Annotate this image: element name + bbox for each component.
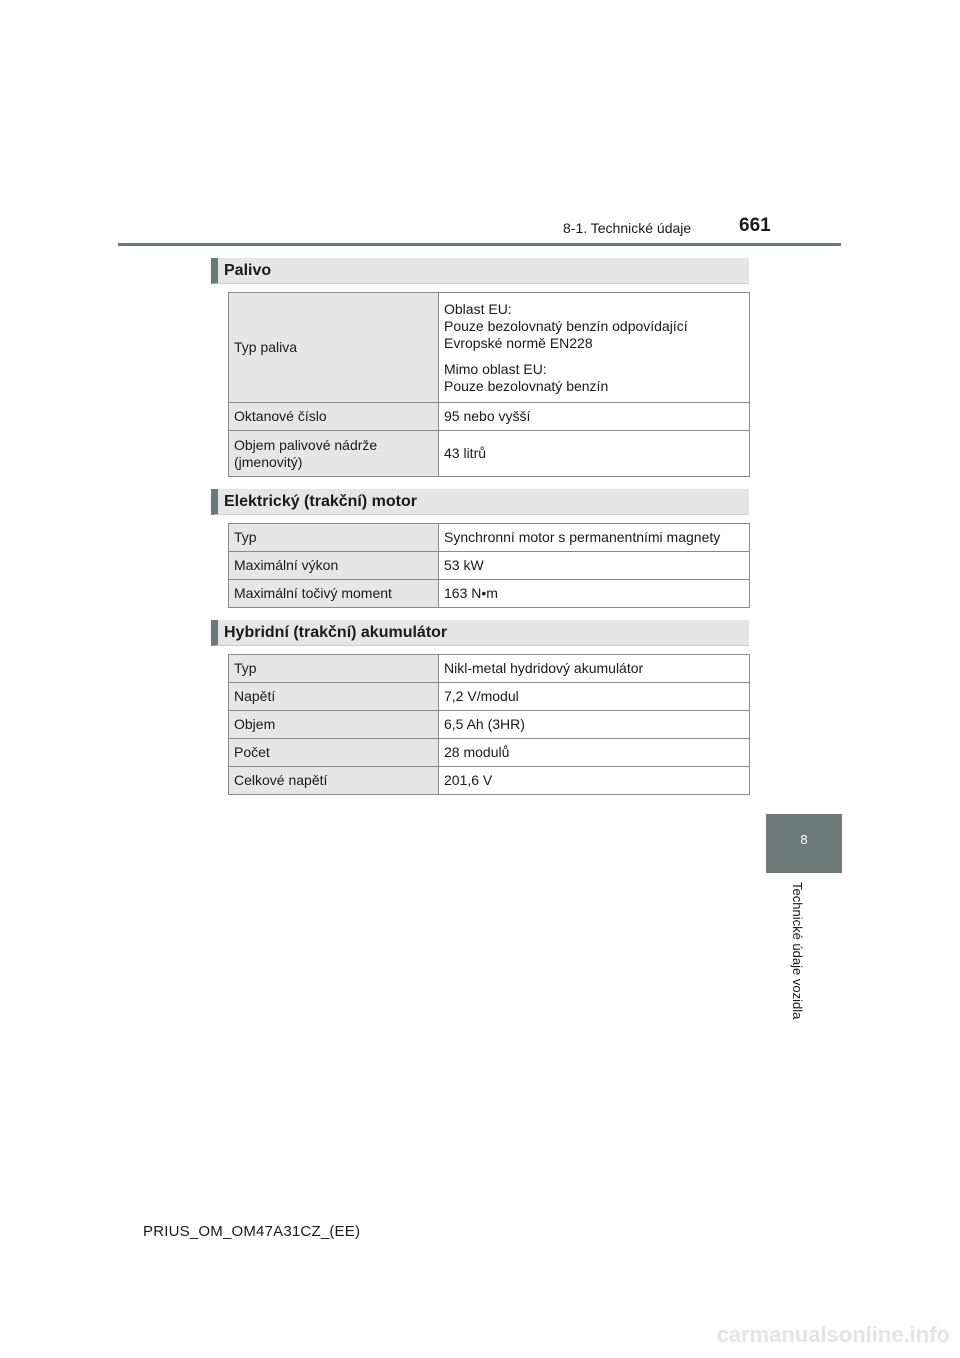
section-heading-battery xyxy=(211,620,749,646)
spec-value-line: Mimo oblast EU: xyxy=(444,360,547,377)
spec-key: Napětí xyxy=(229,683,439,711)
spec-key-line: Objem palivové nádrže xyxy=(234,436,378,453)
spec-value-line: Pouze bezolovnatý benzín odpovídající xyxy=(444,317,688,334)
spec-value: 201,6 V xyxy=(439,767,750,795)
spec-value: Synchronní motor s permanentními magnety xyxy=(439,524,750,552)
spec-value-line: Pouze bezolovnatý benzín xyxy=(444,377,609,394)
spec-value-line: Evropské normě EN228 xyxy=(444,334,593,351)
spec-key: Počet xyxy=(229,739,439,767)
spec-key: Objem xyxy=(229,711,439,739)
section-title: Palivo xyxy=(224,262,272,279)
spec-value: 43 litrů xyxy=(439,431,750,477)
section-heading-fuel xyxy=(211,258,749,284)
document-code: PRIUS_OM_OM47A31CZ_(EE) xyxy=(143,1223,361,1240)
spec-value: 6,5 Ah (3HR) xyxy=(439,711,750,739)
spec-value: 7,2 V/modul xyxy=(439,683,750,711)
header-section-title: 8-1. Technické údaje xyxy=(563,220,692,236)
section-heading-motor xyxy=(211,489,749,515)
page-number: 661 xyxy=(739,215,771,236)
chapter-number: 8 xyxy=(800,832,808,847)
spec-value: 163 N•m xyxy=(439,580,750,608)
table-row xyxy=(229,580,750,608)
table-row xyxy=(229,293,750,403)
spec-key: Maximální výkon xyxy=(229,552,439,580)
table-row xyxy=(229,683,750,711)
spec-value: 95 nebo vyšší xyxy=(439,403,750,431)
spec-value-line: Oblast EU: xyxy=(444,300,512,317)
chapter-tab xyxy=(766,814,842,873)
motor-spec-table xyxy=(228,523,750,608)
table-row xyxy=(229,431,750,477)
spec-value: 28 modulů xyxy=(439,739,750,767)
spec-key xyxy=(229,431,439,477)
spec-key: Typ paliva xyxy=(229,293,439,403)
spec-key: Oktanové číslo xyxy=(229,403,439,431)
table-row xyxy=(229,655,750,683)
table-row xyxy=(229,711,750,739)
spec-value xyxy=(439,293,750,403)
section-title: Elektrický (trakční) motor xyxy=(224,493,417,510)
spec-key: Maximální točivý moment xyxy=(229,580,439,608)
section-title: Hybridní (trakční) akumulátor xyxy=(224,624,448,641)
spec-key-line: (jmenovitý) xyxy=(234,453,303,470)
fuel-spec-table xyxy=(228,292,750,477)
spec-value: Nikl-metal hydridový akumulátor xyxy=(439,655,750,683)
spec-value: 53 kW xyxy=(439,552,750,580)
table-row xyxy=(229,403,750,431)
chapter-label: Technické údaje vozidla xyxy=(790,882,805,1020)
battery-spec-table xyxy=(228,654,750,795)
table-row xyxy=(229,767,750,795)
table-row xyxy=(229,739,750,767)
table-row xyxy=(229,552,750,580)
spec-key: Typ xyxy=(229,655,439,683)
watermark: carmanualsonline.info xyxy=(716,1322,950,1347)
header-divider xyxy=(118,243,841,246)
spec-key: Typ xyxy=(229,524,439,552)
spec-key: Celkové napětí xyxy=(229,767,439,795)
table-row xyxy=(229,524,750,552)
